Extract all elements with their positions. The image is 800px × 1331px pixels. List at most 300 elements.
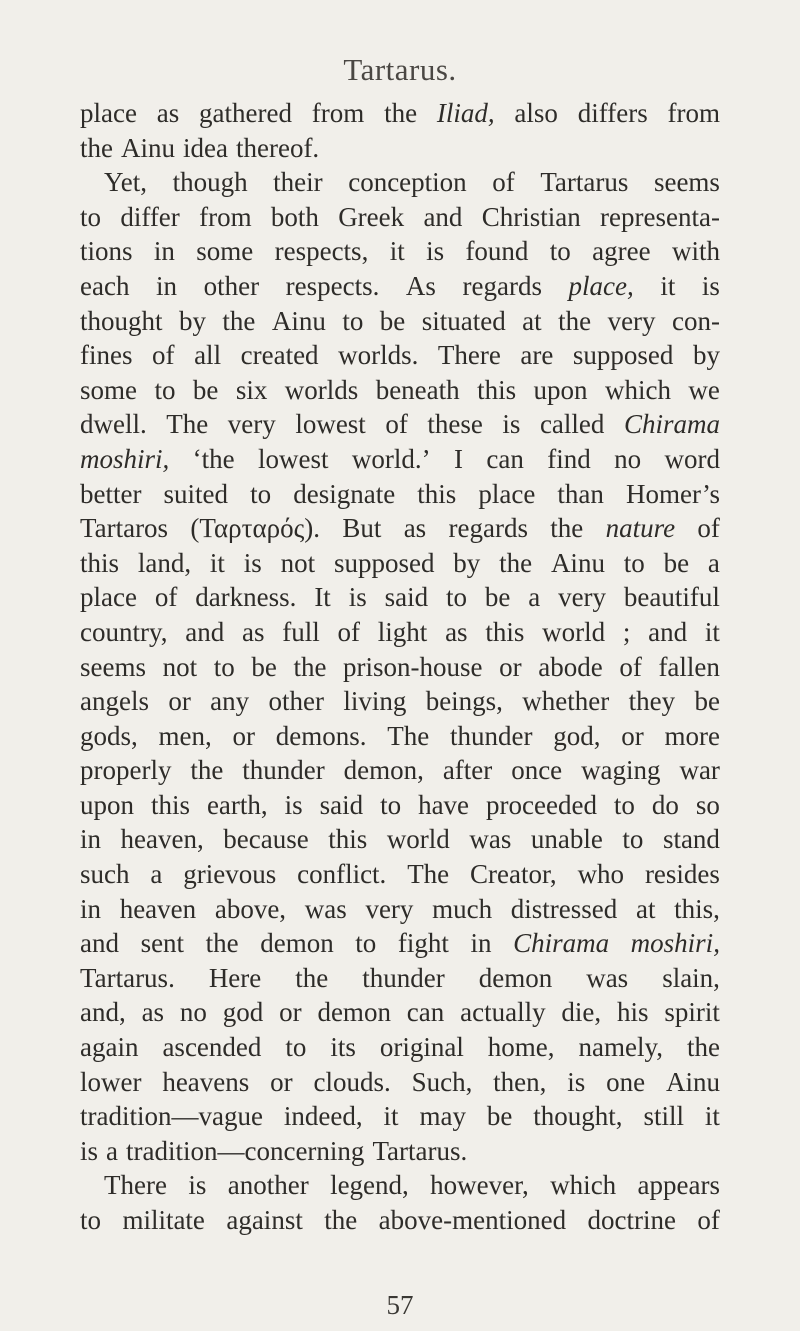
word: fallen xyxy=(658,651,720,682)
word: The xyxy=(387,720,430,751)
word: Chirama xyxy=(513,928,610,959)
word: it xyxy=(660,270,676,301)
word: than xyxy=(557,478,604,509)
word: to xyxy=(285,1032,307,1063)
word: in xyxy=(80,824,102,855)
word: which xyxy=(550,1170,617,1201)
word: of xyxy=(492,167,515,198)
word: thereof. xyxy=(235,132,320,163)
word: the xyxy=(558,305,592,336)
word: these xyxy=(427,409,483,440)
word: abode xyxy=(538,651,603,682)
text-line xyxy=(80,961,720,996)
word: But xyxy=(342,513,382,544)
word: the xyxy=(222,305,256,336)
word: heaven xyxy=(119,893,197,924)
word: once xyxy=(511,755,563,786)
text-line xyxy=(80,373,720,408)
word: I xyxy=(454,443,463,474)
word: they xyxy=(628,686,676,717)
word: this xyxy=(417,478,457,509)
word: not xyxy=(280,547,316,578)
word: be xyxy=(663,547,690,578)
word: each xyxy=(80,270,130,301)
word: from xyxy=(667,98,720,128)
word: doctrine xyxy=(587,1205,676,1235)
word: by xyxy=(178,305,206,336)
word: it xyxy=(704,1101,720,1132)
word: called xyxy=(539,409,605,440)
text-line xyxy=(80,165,720,200)
word: very xyxy=(227,409,276,440)
word: said xyxy=(319,789,364,820)
word: lowest xyxy=(295,409,366,440)
word: again xyxy=(80,1032,139,1063)
body-text xyxy=(80,96,720,1238)
word: to xyxy=(549,236,571,267)
word: by xyxy=(453,547,481,578)
text-line xyxy=(80,580,720,615)
word: to xyxy=(250,478,272,509)
word: actually xyxy=(460,997,546,1028)
word: tradition—concerning xyxy=(126,1135,365,1166)
word: it xyxy=(209,547,225,578)
text-line xyxy=(80,719,720,754)
word: Here xyxy=(208,962,262,993)
word: original xyxy=(379,1032,464,1063)
word: god xyxy=(222,997,264,1028)
word: in xyxy=(80,893,102,924)
word: and xyxy=(185,616,225,647)
text-line xyxy=(80,234,720,269)
word: ‘the xyxy=(192,443,235,474)
word: any xyxy=(210,686,250,717)
word: in xyxy=(470,928,492,959)
word: place, xyxy=(568,270,634,301)
word: country, xyxy=(80,616,168,647)
word: at xyxy=(635,893,656,924)
word: demon xyxy=(478,962,553,993)
word: the xyxy=(384,98,418,128)
text-line xyxy=(80,753,720,788)
word: earth, xyxy=(206,789,268,820)
word: beneath xyxy=(375,374,460,405)
word: or xyxy=(168,686,191,717)
word: was xyxy=(304,893,347,924)
word: thunder xyxy=(450,720,533,751)
word: differs xyxy=(577,98,648,128)
word: full xyxy=(282,616,320,647)
word: darkness. xyxy=(195,582,297,613)
word: Such, xyxy=(411,1066,473,1097)
word: Greek xyxy=(338,201,405,232)
word: a xyxy=(528,582,541,613)
word: demon xyxy=(317,997,391,1028)
word: upon xyxy=(533,374,588,405)
word: world.’ xyxy=(351,443,431,474)
word: can xyxy=(406,997,445,1028)
word: gathered xyxy=(199,98,292,128)
word: to xyxy=(623,547,645,578)
word: thunder xyxy=(242,755,325,786)
word: beings, xyxy=(425,686,503,717)
word: his xyxy=(617,997,649,1028)
word: other xyxy=(203,270,260,301)
word: very xyxy=(607,305,656,336)
word: another xyxy=(227,1170,309,1201)
text-line xyxy=(80,546,720,581)
word: one xyxy=(606,1066,646,1097)
word: though xyxy=(172,167,248,198)
word: very xyxy=(558,582,607,613)
text-line xyxy=(80,407,720,442)
word: can xyxy=(486,443,524,474)
text-line xyxy=(80,200,720,235)
word: of xyxy=(337,616,361,647)
word: have xyxy=(418,789,470,820)
word: Ainu xyxy=(121,132,175,163)
word: a xyxy=(106,1135,118,1166)
word: such xyxy=(80,859,130,890)
word: to xyxy=(80,1205,102,1235)
word: place xyxy=(80,98,137,128)
word: then, xyxy=(493,1066,547,1097)
word: as xyxy=(445,616,468,647)
word: this, xyxy=(674,893,720,924)
word: to xyxy=(213,651,235,682)
text-line xyxy=(80,1065,720,1100)
word: spirit xyxy=(664,997,720,1028)
word: slain, xyxy=(662,962,720,993)
word: Christian xyxy=(481,201,581,232)
word: be xyxy=(379,305,406,336)
word: stand xyxy=(662,824,720,855)
text-line xyxy=(80,442,720,477)
word: distressed xyxy=(510,893,618,924)
word: worlds. xyxy=(338,340,419,371)
word: as xyxy=(156,98,180,128)
word: suited xyxy=(163,478,229,509)
word: as xyxy=(242,616,265,647)
word: no xyxy=(179,997,207,1028)
word: this xyxy=(485,616,525,647)
word: heavens xyxy=(162,1066,250,1097)
word: is xyxy=(502,409,521,440)
text-line xyxy=(80,1030,720,1065)
word: As xyxy=(405,270,436,301)
text-line xyxy=(80,304,720,339)
word: is xyxy=(567,1066,586,1097)
word: legend, xyxy=(330,1170,409,1201)
word: is xyxy=(348,582,367,613)
text-line xyxy=(80,477,720,512)
word: sent xyxy=(140,928,185,959)
word: and xyxy=(423,201,463,232)
word: and xyxy=(80,928,119,959)
word: at xyxy=(522,305,542,336)
word: be xyxy=(251,651,277,682)
word: all xyxy=(194,340,222,371)
word: idea xyxy=(183,132,228,163)
word: we xyxy=(688,374,720,405)
word: and xyxy=(648,616,688,647)
word: men, xyxy=(158,720,212,751)
text-line xyxy=(80,822,720,857)
word: as xyxy=(403,513,427,544)
word: better xyxy=(80,478,142,509)
word: Creator, xyxy=(470,859,557,890)
word: lowest xyxy=(258,443,329,474)
word: unable xyxy=(530,824,603,855)
word: respects. xyxy=(285,270,380,301)
word: or xyxy=(279,997,302,1028)
word: land, xyxy=(137,547,192,578)
word: above, xyxy=(214,893,287,924)
word: supposed xyxy=(333,547,435,578)
word: of xyxy=(385,409,408,440)
word: still xyxy=(643,1101,684,1132)
word: con- xyxy=(672,305,720,336)
word: and, xyxy=(80,997,126,1028)
word: thought xyxy=(80,305,163,336)
text-line xyxy=(80,131,720,166)
text-line xyxy=(80,511,720,546)
word: from xyxy=(311,98,365,128)
word: of xyxy=(697,513,720,544)
word: There xyxy=(437,340,501,371)
word: said xyxy=(384,582,429,613)
text-line xyxy=(80,857,720,892)
word: was xyxy=(586,962,629,993)
text-line xyxy=(80,1134,720,1169)
word: It xyxy=(314,582,331,613)
word: nature xyxy=(605,513,676,544)
word: proceeded xyxy=(486,789,597,820)
word: thought, xyxy=(533,1101,623,1132)
word: more xyxy=(664,720,720,751)
word: this xyxy=(477,374,517,405)
word: not xyxy=(162,651,198,682)
text-line xyxy=(80,615,720,650)
word: ; xyxy=(622,616,631,647)
word: is xyxy=(701,270,720,301)
word: (Ταρταρός). xyxy=(190,513,321,544)
word: tions xyxy=(80,236,133,267)
word: place xyxy=(478,478,536,509)
text-line xyxy=(80,892,720,927)
word: conception xyxy=(348,167,467,198)
word: other xyxy=(268,686,324,717)
word: against xyxy=(226,1205,303,1235)
word: tradition—vague xyxy=(80,1101,263,1132)
word: was xyxy=(469,824,512,855)
word: world xyxy=(542,616,606,647)
word: Homer’s xyxy=(625,478,720,509)
word: created xyxy=(240,340,319,371)
word: place xyxy=(80,582,137,613)
word: because xyxy=(223,824,309,855)
word: this xyxy=(80,547,120,578)
word: is xyxy=(80,1135,99,1166)
word: or xyxy=(621,720,644,751)
word: situated xyxy=(421,305,506,336)
text-line xyxy=(80,926,720,961)
word: are xyxy=(520,340,554,371)
word: gods, xyxy=(80,720,138,751)
word: beautiful xyxy=(623,582,720,613)
word: found xyxy=(465,236,529,267)
word: Tartarus. xyxy=(80,962,175,993)
text-line xyxy=(80,1099,720,1134)
word: respects, xyxy=(274,236,369,267)
text-line xyxy=(80,1168,720,1203)
word: demons. xyxy=(275,720,367,751)
word: both xyxy=(270,201,319,232)
word: a xyxy=(150,859,163,890)
word: above-mentioned xyxy=(378,1205,567,1235)
word: There xyxy=(104,1170,167,1201)
word: waging xyxy=(581,755,661,786)
word: or xyxy=(499,651,522,682)
word: representa- xyxy=(600,201,720,232)
word: the xyxy=(324,1205,358,1235)
word: clouds. xyxy=(313,1066,391,1097)
word: word xyxy=(664,443,720,474)
word: world xyxy=(386,824,450,855)
word: the xyxy=(499,547,533,578)
word: to xyxy=(342,305,364,336)
word: a xyxy=(707,547,720,578)
word: god, xyxy=(553,720,601,751)
word: conflict. xyxy=(297,859,387,890)
word: agree xyxy=(592,236,651,267)
word: so xyxy=(695,789,720,820)
word: regards xyxy=(448,513,528,544)
word: this xyxy=(150,789,190,820)
word: to xyxy=(613,789,635,820)
word: war xyxy=(679,755,720,786)
word: it xyxy=(383,1101,399,1132)
word: very xyxy=(365,893,414,924)
word: Chirama xyxy=(623,409,720,440)
word: the xyxy=(550,513,584,544)
word: to xyxy=(380,789,402,820)
word: to xyxy=(80,201,102,232)
word: die, xyxy=(561,997,602,1028)
word: upon xyxy=(80,789,134,820)
word: the xyxy=(190,755,224,786)
word: Tartaros xyxy=(80,513,169,544)
word: seems xyxy=(653,167,720,198)
word: prison-house xyxy=(343,651,483,682)
word: designate xyxy=(293,478,396,509)
word: fight xyxy=(397,928,449,959)
word: is xyxy=(426,236,445,267)
word: their xyxy=(273,167,323,198)
word: of xyxy=(154,582,178,613)
word: Tartarus. xyxy=(372,1135,468,1166)
word: also xyxy=(514,98,558,128)
text-line xyxy=(80,995,720,1030)
word: this xyxy=(328,824,368,855)
word: demon, xyxy=(343,755,424,786)
word: whether xyxy=(522,686,610,717)
word: be xyxy=(694,686,720,717)
word: is xyxy=(284,789,303,820)
word: lower xyxy=(80,1066,142,1097)
word: of xyxy=(152,340,175,371)
word: worlds xyxy=(284,374,359,405)
word: to xyxy=(445,582,467,613)
word: may xyxy=(419,1101,466,1132)
word: grievous xyxy=(183,859,277,890)
word: angels xyxy=(80,686,149,717)
word: to xyxy=(355,928,377,959)
word: after xyxy=(442,755,493,786)
word: be xyxy=(192,374,219,405)
text-line xyxy=(80,788,720,823)
word: of xyxy=(697,1205,720,1235)
word: however, xyxy=(430,1170,529,1201)
page-number: 57 xyxy=(386,1290,414,1320)
word: or xyxy=(270,1066,293,1097)
word: thunder xyxy=(362,962,445,993)
text-line xyxy=(80,1203,720,1238)
word: resides xyxy=(644,859,720,890)
word: dwell. xyxy=(80,409,147,440)
word: properly xyxy=(80,755,172,786)
word: seems xyxy=(80,651,146,682)
text-line xyxy=(80,338,720,373)
word: living xyxy=(343,686,407,717)
word: the xyxy=(293,651,327,682)
word: do xyxy=(651,789,679,820)
word: Iliad, xyxy=(436,98,495,128)
word: which xyxy=(604,374,671,405)
word: regards xyxy=(462,270,542,301)
text-line xyxy=(80,650,720,685)
word: be xyxy=(484,582,511,613)
word: moshiri, xyxy=(80,443,170,474)
word: from xyxy=(199,201,252,232)
word: Ainu xyxy=(665,1066,720,1097)
word: be xyxy=(486,1101,513,1132)
word: the xyxy=(295,962,329,993)
word: it xyxy=(704,616,720,647)
word: The xyxy=(166,409,209,440)
word: some xyxy=(196,236,254,267)
word: its xyxy=(330,1032,356,1063)
word: is xyxy=(188,1170,207,1201)
word: by xyxy=(692,340,720,371)
word: moshiri, xyxy=(630,928,720,959)
word: or xyxy=(232,720,256,751)
word: home, xyxy=(487,1032,555,1063)
word: some xyxy=(80,374,137,405)
word: who xyxy=(577,859,625,890)
word: Ainu xyxy=(271,305,326,336)
word: militate xyxy=(122,1205,205,1235)
word: Yet, xyxy=(104,167,148,198)
word: is xyxy=(243,547,262,578)
word: demon xyxy=(260,928,334,959)
word: in xyxy=(156,270,178,301)
word: Ainu xyxy=(550,547,605,578)
word: the xyxy=(686,1032,720,1063)
word: heaven, xyxy=(120,824,204,855)
text-line xyxy=(80,684,720,719)
word: the xyxy=(205,928,239,959)
